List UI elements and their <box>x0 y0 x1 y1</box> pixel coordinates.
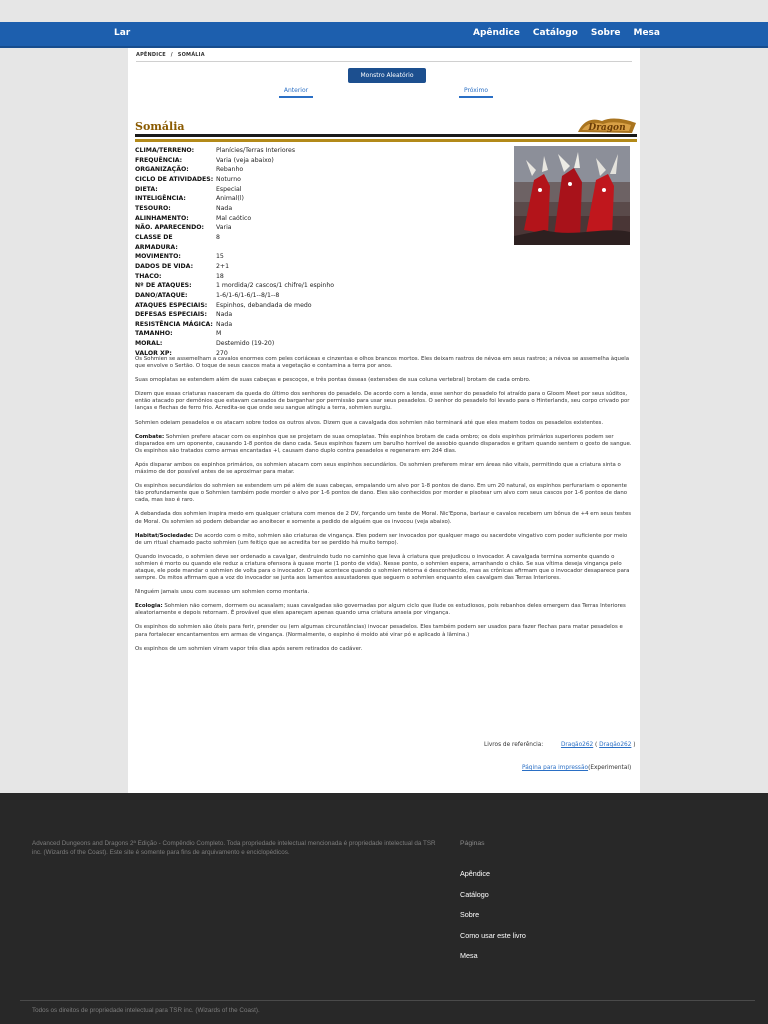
stat-label: DIETA: <box>135 185 158 193</box>
stat-label: TESOURO: <box>135 204 171 212</box>
stat-value: Mal caótico <box>216 214 252 222</box>
paragraph-text: Os Sohmien se assemelham a cavalos enormes com peles coriáceas e cinzentas e olhos brancos mortos. Eles deixam rastros de névoa em seus rastros; a névoa se assemelha àquela que envolve o Sertão. O toque de seus cascos mata a vegetação e contamina a terra por anos. <box>135 356 630 370</box>
reference-label: Livros de referência: <box>484 742 544 748</box>
stat-row <box>135 146 334 156</box>
stat-label: INTELIGÊNCIA: <box>135 195 186 203</box>
stat-row <box>135 272 334 282</box>
stat-label: MOVIMENTO: <box>135 253 181 261</box>
nav-appendix[interactable]: Apêndice <box>473 28 520 38</box>
description-paragraph <box>135 511 633 525</box>
dragon-magazine-logo <box>576 115 638 135</box>
stat-row <box>135 223 334 233</box>
stat-label: DEFESAS ESPECIAIS: <box>135 311 207 319</box>
stat-row <box>135 194 334 204</box>
paragraph-text: Os espinhos do sohmien são úteis para ferir, prender ou (em algumas circunstâncias) invocar pesadelos. Eles também podem ser usados para fazer flechas para matar pesadelos e para fortalecer encantamentos em armas de vingança. (Normalmente, o espinho é moído até virar pó e aplicado à lâmina.) <box>135 624 623 638</box>
paragraph-text: Sohmien não comem, dormem ou acasalam; suas cavalgadas são governadas por algum ciclo que ilude os estudiosos, pois rebanhos deles emergem das Terras Interiores aleatoriamente e depois retornam. É provável que eles apareçam apenas quando uma criatura anseia por vingança. <box>135 603 626 617</box>
stat-label: FREQUÊNCIA: <box>135 156 183 164</box>
printable-page-link[interactable]: Página para impressão <box>522 765 589 771</box>
stat-row <box>135 204 334 214</box>
stat-block <box>135 146 334 358</box>
description-paragraph <box>135 377 633 384</box>
previous-link[interactable]: Anterior <box>279 87 313 98</box>
description-paragraph <box>135 589 633 596</box>
footer-link-table[interactable]: Mesa <box>460 951 478 960</box>
footer-link-catalog[interactable]: Catálogo <box>460 889 489 899</box>
top-navbar <box>0 22 768 48</box>
site-footer <box>0 793 768 1024</box>
breadcrumb-current: SOMÁLIA <box>177 52 205 58</box>
stat-label: RESISTÊNCIA MÁGICA: <box>135 320 213 328</box>
breadcrumb <box>136 52 205 58</box>
stat-value: Especial <box>216 185 242 193</box>
nav-about[interactable]: Sobre <box>590 28 621 38</box>
stat-row <box>135 301 334 311</box>
stat-label: VALOR XP: <box>135 349 172 357</box>
stat-row <box>135 252 334 262</box>
next-link[interactable]: Próximo <box>459 87 493 98</box>
description-paragraph <box>135 603 633 617</box>
nav-links <box>473 28 660 38</box>
footer-link-appendix[interactable]: Apêndice <box>460 869 490 878</box>
stat-value: Nada <box>216 320 233 328</box>
stat-value: Nada <box>216 204 233 212</box>
reference-link-2[interactable]: Dragão262 <box>599 742 632 748</box>
footer-pages-heading: Páginas <box>460 840 485 847</box>
description-paragraph <box>135 554 633 582</box>
stat-label: DANO/ATAQUE: <box>135 291 188 299</box>
stat-row <box>135 339 334 349</box>
random-monster-button[interactable]: Monstro Aleatório <box>348 68 426 83</box>
description-paragraph <box>135 420 633 427</box>
footer-disclaimer: Advanced Dungeons and Dragons 2ª Edição - Compêndio Completo. Toda propriedade intelectual mencionada é propriedade intelectual da TSR inc. (Wizards of the Coast). Este site é somente para fins de arquivamento e enciclopédicos. <box>32 840 436 856</box>
stat-row <box>135 291 334 301</box>
paragraph-text: Dizem que essas criaturas nasceram da queda do último dos senhores do pesadelo. De acordo com a lenda, esse senhor do pesadelo foi atraído para o Gloom Meet por seus súditos, então atacado por demônios que estavam cansados de barganhar por permissão para usar seus pesadelos. O senhor do pesadelo foi levado para o Hinterlands, seu corpo crivado por lanças e flechas de ferro frio. Acredita-se que onde seu sangue atingiu a terra, sohmien surgiu. <box>135 391 630 412</box>
stat-row <box>135 310 334 320</box>
paragraph-text: Os espinhos secundários do sohmien se estendem um pé além de suas cabeças, empalando um alvo por 1-8 pontos de dano. Em um 20 natural, os espinhos perfurariam o oponente tão profundamente que o Sohrnien também pode morder o alvo por 1-6 pontos de dano. Eles são conhecidos por morder e pisotear um alvo com seus cascos por 1-6 pontos de dano cada, mas isso é raro. <box>135 483 628 504</box>
paragraph-text: Após disparar ambos os espinhos primários, os sohmien atacam com seus espinhos secundários. Os sohmien preferem mirar em áreas não vitais, permitindo que a criatura sinta o máximo de dor possível antes de se aproximar para matar. <box>135 461 621 476</box>
stat-row <box>135 233 334 252</box>
stat-label: CICLO DE ATIVIDADES: <box>135 175 214 183</box>
printable-suffix: (Experimental) <box>588 765 632 771</box>
stat-label: MORAL: <box>135 340 163 348</box>
footer-divider <box>20 1000 755 1001</box>
stat-label: NÃO. APARECENDO: <box>135 224 204 232</box>
stat-value: 270 <box>216 349 228 357</box>
title-rule-dark <box>135 134 637 137</box>
paragraph-text: Sohmien prefere atacar com os espinhos que se projetam de suas omoplatas. Três espinhos brotam de cada ombro; os dois espinhos primários superiores podem ser disparados em um oponente, causando 1-8 pontos de dano cada. Seus espinhos fazem um barulho horrível de assobio quando disparados e gritam quando sentem o gosto de sangue. Os espinhos são tratados como armas encantadas +l, causam dano duplo contra pesadelos e regeneram em 2d4 dias. <box>135 433 632 454</box>
section-heading: Combate: <box>135 433 165 440</box>
stat-value: 1-6/1-6/1-6/1--8/1--8 <box>216 291 280 299</box>
description-paragraph <box>135 483 633 504</box>
section-heading: Habitat/Sociedade: <box>135 532 194 539</box>
reference-link-1[interactable]: Dragão262 <box>560 742 594 748</box>
monster-illustration <box>514 146 630 245</box>
reference-close-paren: ) <box>631 742 636 748</box>
footer-link-about[interactable]: Sobre <box>460 910 480 919</box>
footer-copyright: Todos os direitos de propriedade intelectual para TSR inc. (Wizards of the Coast). <box>32 1007 260 1014</box>
stat-row <box>135 175 334 185</box>
stat-value: Varia <box>216 224 232 232</box>
stat-value: 18 <box>216 272 224 280</box>
stat-value: 8 <box>216 233 220 241</box>
breadcrumb-appendix[interactable]: APÊNDICE <box>136 52 166 58</box>
stat-row <box>135 156 334 166</box>
paragraph-text: Quando invocado, o sohmien deve ser ordenado a cavalgar, destruindo tudo no caminho que leva à criatura que prejudicou o invocador. A cavalgada termina somente quando o sohmien é morto ou quando ele reduz a criatura ofensora à quase morte (1 ponto de vida). Nesse ponto, o sohmien espera, arranhando o chão. Se sua vítima deseja vingança pelo ataque, ele pode mandar o sohmien de volta para o invocador. O que acontece quando o sohmien retorna é desconhecido, mas as crônicas afirmam que o invocador desaparece para sempre. Os mitos afirmam que a voz do invocador se junta aos lamentos assustadores que seguem o sohmien enquanto eles cavalgam das Terras Interiores. <box>135 553 630 582</box>
stat-value: 2+1 <box>216 262 230 270</box>
description-paragraph <box>135 462 633 476</box>
brand-home-link[interactable]: Lar <box>114 28 131 38</box>
stat-label: THACO: <box>135 272 162 280</box>
paragraph-text: Sohmien odeiam pesadelos e os atacam sobre todos os outros alvos. Dizem que a cavalgada dos sohmien não terminará até que eles matem todos os pesadelos existentes. <box>135 419 604 426</box>
paragraph-text: De acordo com o mito, sohmien são criaturas de vingança. Eles podem ser invocados por qualquer mago ou sacerdote vingativo com poder suficiente por meio de um ritual chamado pacto sohmien (um feitiço que se acredita ter se perdido há muito tempo). <box>135 532 628 546</box>
stat-label: DADOS DE VIDA: <box>135 262 194 270</box>
nav-catalog[interactable]: Catálogo <box>532 28 578 38</box>
stat-row <box>135 281 334 291</box>
monster-title: Somália <box>135 120 185 133</box>
stat-label: Nº DE ATAQUES: <box>135 282 192 290</box>
stat-label: TAMANHO: <box>135 330 173 338</box>
stat-row <box>135 165 334 175</box>
stat-row <box>135 185 334 195</box>
description-paragraph <box>135 391 633 412</box>
content-page <box>128 48 640 793</box>
stat-value: Destemido (19-20) <box>216 340 275 348</box>
paragraph-text: Os espinhos de um sohmien viram vapor três dias após serem retirados do cadáver. <box>135 645 363 652</box>
stat-value: Noturno <box>216 175 241 183</box>
stat-label: CLIMA/TERRENO: <box>135 147 195 154</box>
stat-value: 1 mordida/2 cascos/1 chifre/1 espinho <box>216 282 335 290</box>
paragraph-text: Ninguém jamais usou com sucesso um sohmien como montaria. <box>135 589 310 596</box>
stat-value: Planícies/Terras Interiores <box>216 147 296 154</box>
monster-description <box>135 356 633 660</box>
stat-value: Animal(l) <box>216 195 244 203</box>
stat-row <box>135 329 334 339</box>
breadcrumb-separator: / <box>170 52 173 58</box>
breadcrumb-divider <box>136 61 632 62</box>
description-paragraph <box>135 356 633 370</box>
stat-value: Rebanho <box>216 166 244 174</box>
stat-row <box>135 214 334 224</box>
logo-text: Dragon <box>588 123 626 133</box>
reference-books <box>484 742 636 748</box>
stat-label: ORGANIZAÇÃO: <box>135 166 189 174</box>
printable-page <box>522 765 631 771</box>
stat-value: Espinhos, debandada de medo <box>216 301 312 309</box>
stat-row <box>135 262 334 272</box>
reference-open-paren: ( <box>593 742 600 748</box>
stat-label: ALINHAMENTO: <box>135 214 189 222</box>
stat-label: CLASSE DE ARMADURA: <box>135 233 178 251</box>
paragraph-text: Suas omoplatas se estendem além de suas cabeças e pescoços, e três pontas ósseas (extensões de sua coluna vertebral) brotam de cada ombro. <box>135 377 531 384</box>
description-paragraph <box>135 624 633 638</box>
description-paragraph <box>135 434 633 455</box>
stat-value: Nada <box>216 311 233 319</box>
description-paragraph <box>135 646 633 653</box>
title-rule-gold <box>135 139 637 142</box>
description-paragraph <box>135 533 633 547</box>
stat-value: M <box>216 330 222 338</box>
stat-value: 15 <box>216 253 224 261</box>
footer-link-how-to-use[interactable]: Como usar este livro <box>460 930 526 940</box>
stat-row <box>135 320 334 330</box>
paragraph-text: A debandada dos sohmien inspira medo em qualquer criatura com menos de 2 DV, forçando um teste de Moral. Nic'Epona, bariaur e cavalos recebem um bônus de +4 em seus testes de Moral. Os sohmien só podem debandar ao anoitecer e somente a pedido de alguém que os invocou (veja abaixo). <box>135 511 632 525</box>
section-heading: Ecologia: <box>135 603 163 610</box>
stat-label: ATAQUES ESPECIAIS: <box>135 301 208 309</box>
nav-table[interactable]: Mesa <box>633 28 660 38</box>
stat-value: Varia (veja abaixo) <box>216 156 274 164</box>
footer-links <box>460 869 526 960</box>
